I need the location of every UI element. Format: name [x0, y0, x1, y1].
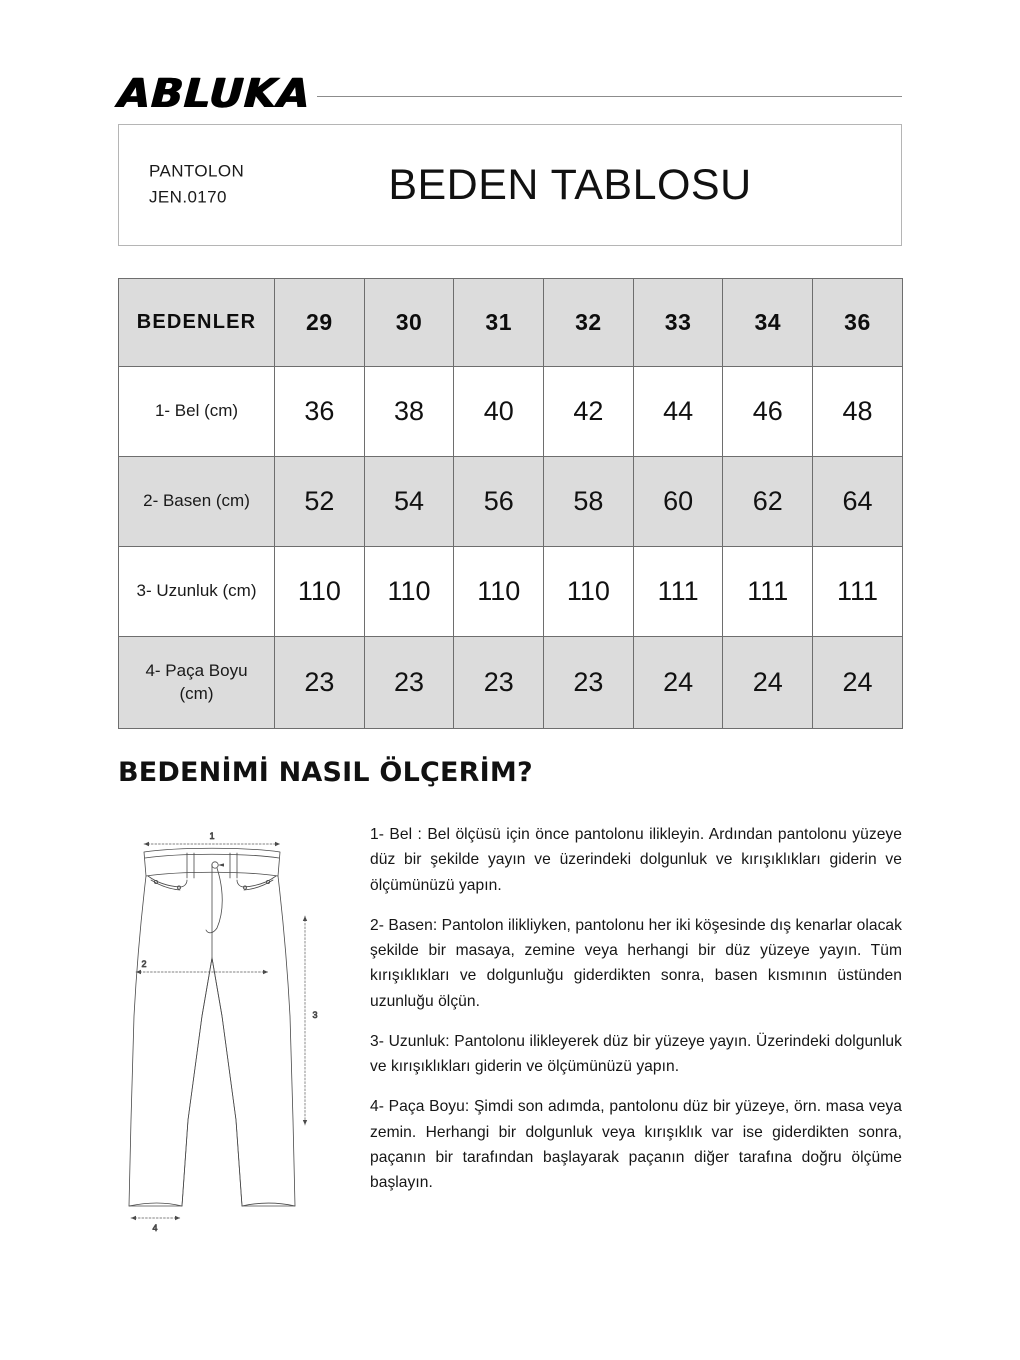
table-row	[119, 547, 903, 637]
header-cell-size: 31	[454, 279, 544, 367]
cell-value: 24	[813, 637, 903, 729]
table-header-row	[119, 279, 903, 367]
header-cell-size: 34	[723, 279, 813, 367]
product-code: JEN.0170	[149, 188, 227, 207]
product-type: PANTOLON	[149, 161, 245, 181]
cell-value: 23	[544, 637, 634, 729]
cell-value: 60	[633, 457, 723, 547]
pants-diagram-container	[118, 820, 354, 1240]
cell-value: 111	[813, 547, 903, 637]
cell-value: 110	[454, 547, 544, 637]
header-cell-size: 36	[813, 279, 903, 367]
table-row	[119, 367, 903, 457]
pants-technical-drawing-icon	[118, 820, 354, 1240]
page-title: BEDEN TABLOSU	[388, 160, 752, 209]
cell-value: 24	[633, 637, 723, 729]
cell-value: 110	[275, 547, 365, 637]
cell-value: 46	[723, 367, 813, 457]
cell-value: 24	[723, 637, 813, 729]
cell-value: 42	[544, 367, 634, 457]
measure-instructions-text	[370, 820, 902, 1240]
dimension-label-3: 3	[312, 1010, 318, 1020]
cell-value: 44	[633, 367, 723, 457]
cell-value: 38	[364, 367, 454, 457]
instruction-paragraph-paca-boyu: 4- Paça Boyu: Şimdi son adımda, pantolonu düz bir yüzeye, örn. masa veya zemin. Herhangi bir dolgunluk veya kırışıklık var ise giderdikten sonra, paçanın bir tarafından başlayarak paçanın diğer tarafına doğru ölçüme başlayın.	[370, 1098, 902, 1191]
cell-value: 56	[454, 457, 544, 547]
table-row	[119, 457, 903, 547]
header-cell-size: 30	[364, 279, 454, 367]
cell-value: 54	[364, 457, 454, 547]
cell-value: 58	[544, 457, 634, 547]
cell-value: 23	[364, 637, 454, 729]
cell-value: 111	[723, 547, 813, 637]
cell-value: 110	[544, 547, 634, 637]
product-reference	[149, 159, 244, 212]
header-cell-size: 29	[275, 279, 365, 367]
header-cell-bedenler: BEDENLER	[119, 279, 275, 367]
brand-row	[118, 72, 902, 116]
cell-value: 48	[813, 367, 903, 457]
dimension-label-4: 4	[152, 1223, 158, 1233]
header-cell-size: 32	[544, 279, 634, 367]
instruction-paragraph-basen: 2- Basen: Pantolon ilikliyken, pantolonu her iki köşesinde dış kenarlar olacak şekilde bir masaya, zemine veya herhangi bir düz yüzeye yayın. Tüm kırışıklıkları ve dolgunluğu giderdikten sonra, basen kısmının üstünden uzunluğu ölçün.	[370, 916, 902, 1010]
cell-value: 40	[454, 367, 544, 457]
row-label-uzunluk: 3- Uzunluk (cm)	[119, 547, 275, 637]
cell-value: 36	[275, 367, 365, 457]
cell-value: 111	[633, 547, 723, 637]
cell-value: 23	[275, 637, 365, 729]
measure-section-body	[118, 820, 902, 1240]
dimension-label-1: 1	[209, 831, 215, 841]
dimension-label-2: 2	[141, 959, 147, 969]
instruction-paragraph-uzunluk: 3- Uzunluk: Pantolonu ilikleyerek düz bir yüzeye yayın. Üzerindeki dolgunluk ve kırışıklıkları giderin ve ölçümünüzü yapın.	[370, 1032, 902, 1075]
size-table	[118, 278, 903, 729]
measure-section-heading: BEDENİMİ NASIL ÖLÇERİM?	[118, 757, 533, 788]
instruction-paragraph-bel: 1- Bel : Bel ölçüsü için önce pantolonu ilikleyin. Ardından pantolonu yüzeye düz bir şekilde yayın ve üzerindeki dolgunluk ve kırışıklıkları giderin ve ölçümünüzü yapın.	[370, 826, 902, 894]
document-header-band	[118, 124, 902, 246]
header-cell-size: 33	[633, 279, 723, 367]
cell-value: 110	[364, 547, 454, 637]
header-divider-rule	[317, 96, 902, 97]
cell-value: 64	[813, 457, 903, 547]
row-label-bel: 1- Bel (cm)	[119, 367, 275, 457]
size-table-body	[119, 367, 903, 729]
table-row	[119, 637, 903, 729]
abluka-logo: ABLUKA	[116, 71, 312, 117]
size-table-head	[119, 279, 903, 367]
cell-value: 23	[454, 637, 544, 729]
cell-value: 52	[275, 457, 365, 547]
cell-value: 62	[723, 457, 813, 547]
row-label-basen: 2- Basen (cm)	[119, 457, 275, 547]
row-label-paca-boyu: 4- Paça Boyu (cm)	[119, 637, 275, 729]
